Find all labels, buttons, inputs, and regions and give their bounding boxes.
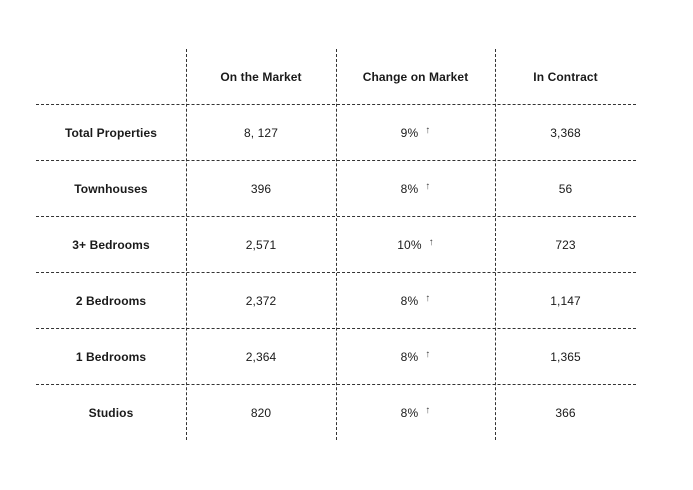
arrow-up-icon: ↑ [428, 237, 434, 248]
row-label: Total Properties [64, 125, 158, 140]
change-value: 8% [400, 293, 419, 308]
on-market-value: 820 [250, 405, 272, 420]
change-value: 9% [400, 125, 419, 140]
change-cell [336, 217, 495, 272]
in-contract-value: 1,147 [550, 293, 581, 308]
on-market-value: 2,571 [245, 237, 277, 252]
in-contract-value: 3,368 [550, 125, 581, 140]
change-cell [336, 273, 495, 328]
row-label: 2 Bedrooms [75, 293, 147, 308]
arrow-up-icon: ↑ [425, 125, 431, 136]
row-label: 3+ Bedrooms [72, 237, 150, 252]
header-change-on-market: Change on Market [362, 69, 469, 84]
header-in-contract: In Contract [533, 69, 598, 84]
header-on-market: On the Market [220, 69, 302, 84]
change-value: 10% [397, 237, 422, 252]
arrow-up-icon: ↑ [425, 181, 431, 192]
row-label: Townhouses [74, 181, 148, 196]
arrow-up-icon: ↑ [425, 349, 431, 360]
arrow-up-icon: ↑ [425, 293, 431, 304]
change-cell [336, 329, 495, 384]
change-value: 8% [400, 181, 419, 196]
change-cell [336, 105, 495, 160]
on-market-value: 8, 127 [244, 125, 278, 140]
change-value: 8% [400, 349, 419, 364]
table-row [36, 273, 636, 328]
change-cell [336, 161, 495, 216]
table-row [36, 161, 636, 216]
change-cell [336, 385, 495, 440]
on-market-value: 2,372 [245, 293, 277, 308]
in-contract-value: 723 [555, 237, 576, 252]
in-contract-value: 1,365 [550, 349, 581, 364]
on-market-value: 396 [250, 181, 272, 196]
market-table [36, 49, 636, 440]
table-row [36, 217, 636, 272]
arrow-up-icon: ↑ [425, 405, 431, 416]
table-row [36, 105, 636, 160]
in-contract-value: 56 [558, 181, 573, 196]
table-row [36, 329, 636, 384]
header-corner-cell [36, 49, 186, 104]
in-contract-value: 366 [555, 405, 576, 420]
table-row [36, 385, 636, 440]
row-label: Studios [88, 405, 134, 420]
change-value: 8% [400, 405, 419, 420]
on-market-value: 2,364 [245, 349, 277, 364]
row-label: 1 Bedrooms [75, 349, 147, 364]
table-header-row [36, 49, 636, 104]
